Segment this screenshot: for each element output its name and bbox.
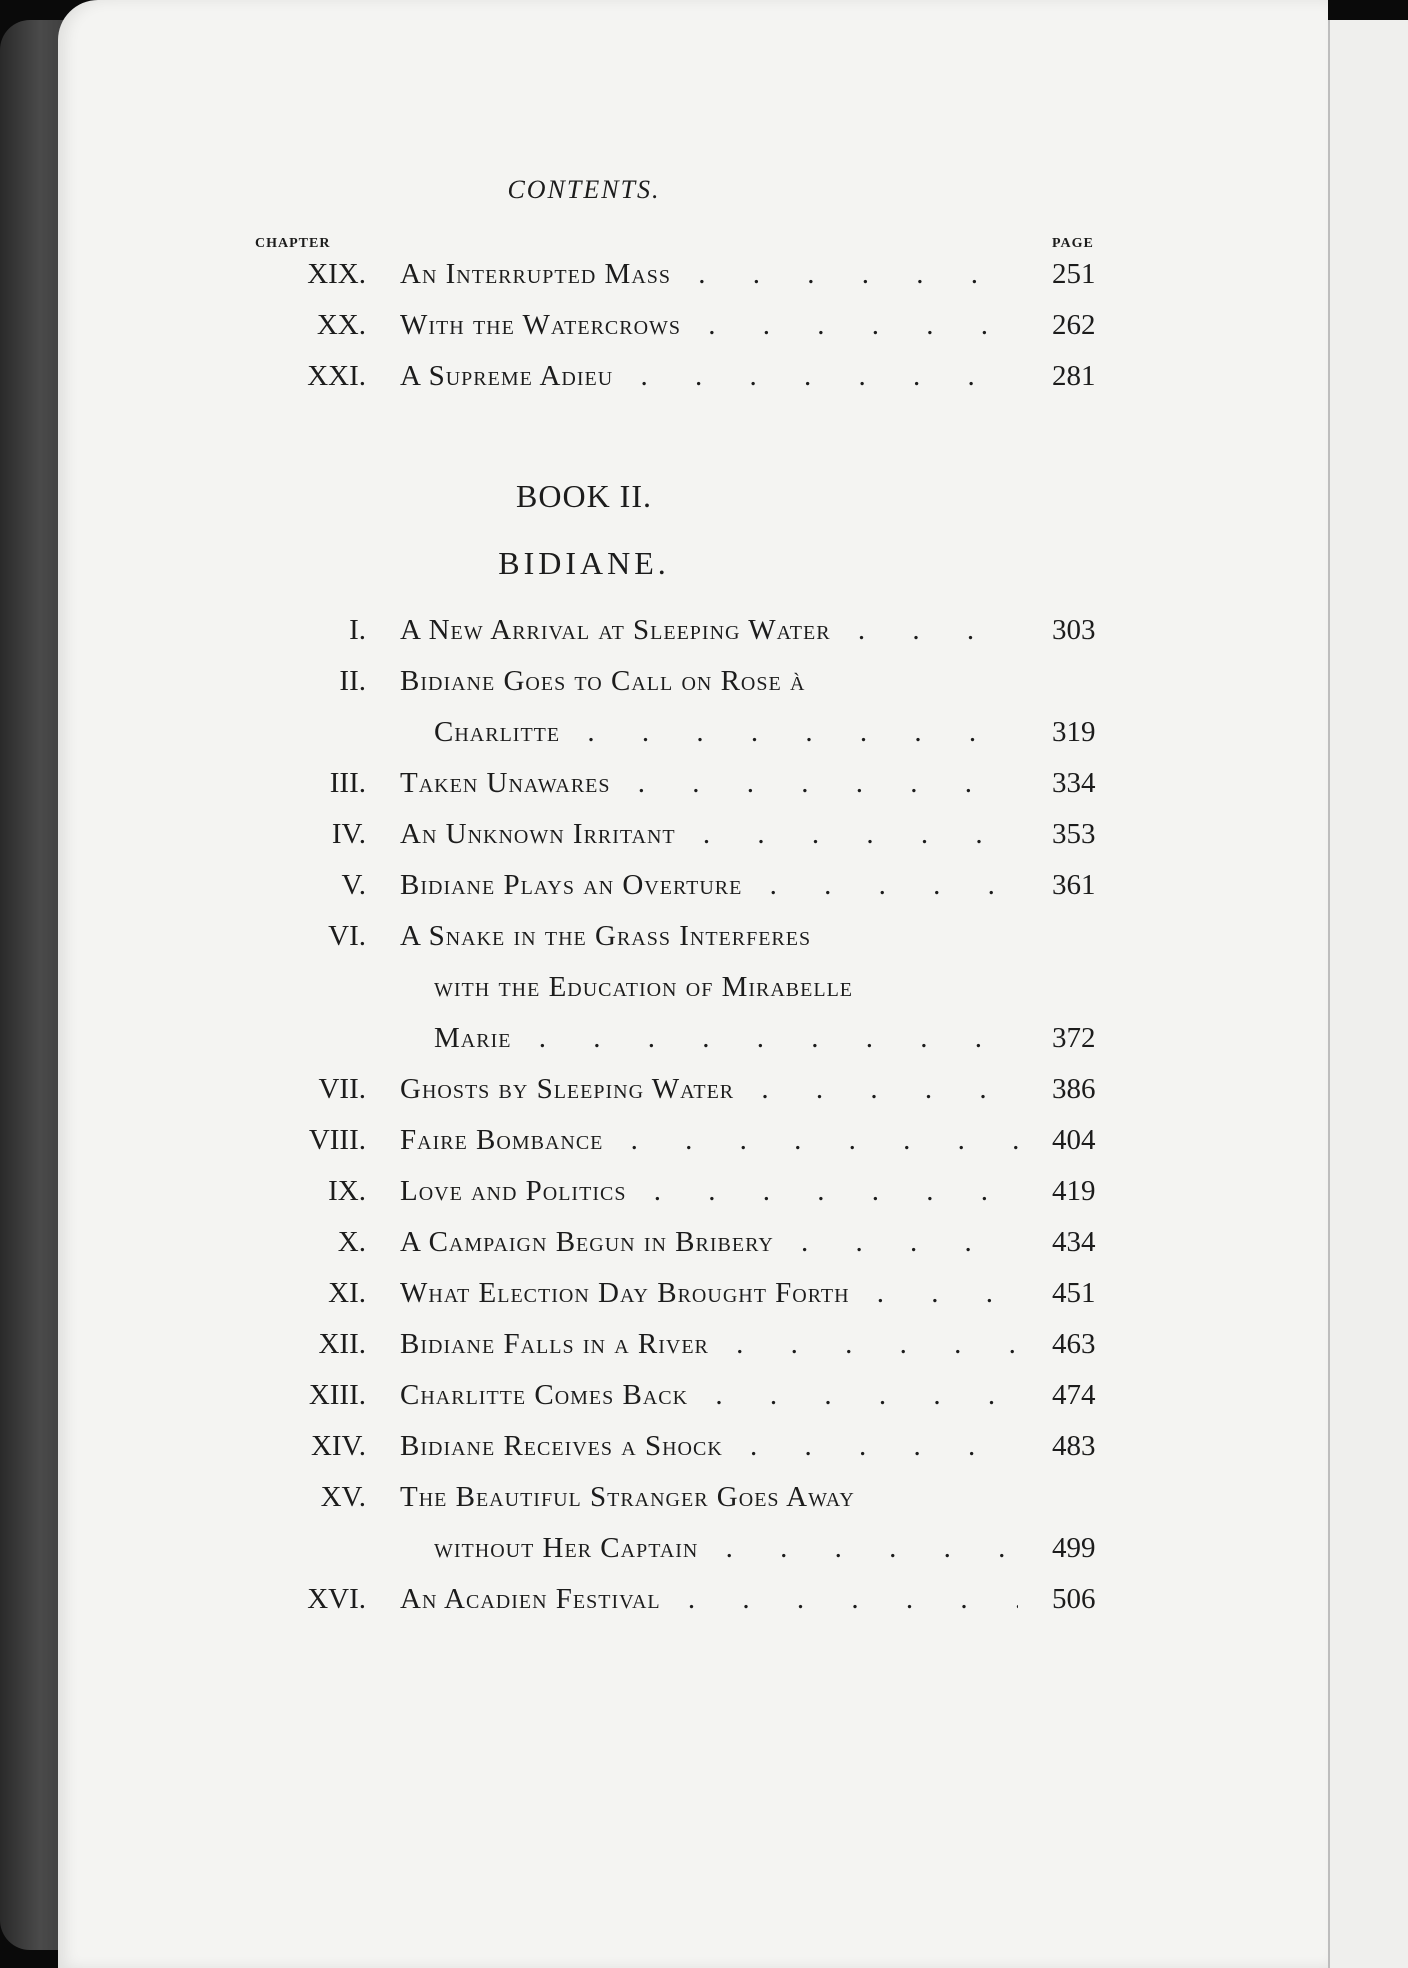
chapter-number: IV.	[331, 818, 366, 850]
toc-entry	[0, 1430, 1408, 1480]
chapter-number: XIII.	[308, 1379, 366, 1411]
toc-entry	[0, 1124, 1408, 1174]
page-column-header: PAGE	[1052, 236, 1094, 251]
chapter-title: A Campaign Begun in Bribery . . .	[400, 1226, 1018, 1259]
chapter-number: XVI.	[307, 1583, 366, 1615]
chapter-number: XII.	[318, 1328, 366, 1360]
chapter-number: XIV.	[310, 1430, 366, 1462]
book-heading: BOOK II.	[516, 478, 652, 514]
page-number: 303	[1052, 614, 1096, 646]
chapter-title-continued: without Her Captain . . .	[434, 1532, 1018, 1565]
chapter-title: Bidiane Plays an Overture . . .	[400, 869, 1018, 902]
chapter-number: I.	[349, 614, 366, 646]
chapter-title: Taken Unawares . . .	[400, 767, 1018, 800]
toc-entry	[0, 1328, 1408, 1378]
chapter-title-continued: Charlitte . . .	[434, 716, 1018, 749]
chapter-title-continued: with the Education of Mirabelle	[434, 971, 854, 1003]
page-number: 463	[1052, 1328, 1096, 1360]
page-number: 251	[1052, 258, 1096, 290]
toc-entry	[0, 869, 1408, 919]
page-number: 506	[1052, 1583, 1096, 1615]
chapter-title: With the Watercrows . . .	[400, 309, 1018, 342]
book-title: BIDIANE.	[498, 545, 670, 581]
page-number: 334	[1052, 767, 1096, 799]
page-number: 281	[1052, 360, 1096, 392]
chapter-title: An Unknown Irritant . . .	[400, 818, 1018, 851]
toc-entry	[0, 258, 1408, 308]
chapter-number: V.	[341, 869, 366, 901]
toc-entry	[0, 1226, 1408, 1276]
page-number: 319	[1052, 716, 1096, 748]
page-number: 361	[1052, 869, 1096, 901]
toc-entry	[0, 767, 1408, 817]
toc-entry-continuation	[0, 1022, 1408, 1072]
chapter-title: The Beautiful Stranger Goes Away	[400, 1481, 855, 1513]
toc-entry-continuation	[0, 1532, 1408, 1582]
chapter-title: Charlitte Comes Back . . .	[400, 1379, 1018, 1412]
chapter-title: Love and Politics . . .	[400, 1175, 1018, 1208]
page-number: 404	[1052, 1124, 1096, 1156]
page-number: 483	[1052, 1430, 1096, 1462]
chapter-number: XX.	[316, 309, 366, 341]
toc-entry	[0, 1277, 1408, 1327]
page-number: 434	[1052, 1226, 1096, 1258]
chapter-title: An Acadien Festival . . .	[400, 1583, 1018, 1616]
chapter-title-continued: Marie . . .	[434, 1022, 1018, 1055]
toc-entry	[0, 309, 1408, 359]
chapter-number: XV.	[320, 1481, 366, 1513]
chapter-number: VII.	[318, 1073, 366, 1105]
chapter-number: VIII.	[308, 1124, 366, 1156]
chapter-title: An Interrupted Mass . . .	[400, 258, 1018, 291]
page-number: 474	[1052, 1379, 1096, 1411]
toc-entry	[0, 1379, 1408, 1429]
chapter-title: Bidiane Falls in a River . . .	[400, 1328, 1018, 1361]
toc-entry	[0, 1583, 1408, 1633]
toc-entry	[0, 614, 1408, 664]
page-number: 386	[1052, 1073, 1096, 1105]
chapter-column-header: CHAPTER	[255, 236, 331, 251]
chapter-number: XI.	[328, 1277, 366, 1309]
chapter-title: Faire Bombance . . .	[400, 1124, 1018, 1157]
chapter-number: IX.	[328, 1175, 366, 1207]
chapter-title: Bidiane Goes to Call on Rose à	[400, 665, 806, 697]
chapter-number: II.	[339, 665, 366, 697]
toc-entry-continuation	[0, 716, 1408, 766]
toc-entry-continuation	[0, 971, 1408, 1021]
chapter-number: VI.	[328, 920, 366, 952]
chapter-title: A New Arrival at Sleeping Water . . .	[400, 614, 1018, 647]
page-number: 353	[1052, 818, 1096, 850]
toc-entry	[0, 1481, 1408, 1531]
toc-entry	[0, 818, 1408, 868]
page-number: 451	[1052, 1277, 1096, 1309]
chapter-title: Ghosts by Sleeping Water . . .	[400, 1073, 1018, 1106]
page-number: 262	[1052, 309, 1096, 341]
chapter-number: III.	[329, 767, 366, 799]
running-head: CONTENTS.	[507, 175, 661, 204]
page-number: 372	[1052, 1022, 1096, 1054]
toc-entry	[0, 1175, 1408, 1225]
chapter-title: What Election Day Brought Forth . . .	[400, 1277, 1018, 1310]
chapter-number: X.	[337, 1226, 366, 1258]
toc-entry	[0, 665, 1408, 715]
toc-entry	[0, 920, 1408, 970]
chapter-title: Bidiane Receives a Shock . . .	[400, 1430, 1018, 1463]
page-number: 499	[1052, 1532, 1096, 1564]
chapter-number: XXI.	[307, 360, 366, 392]
chapter-title: A Snake in the Grass Interferes	[400, 920, 812, 952]
toc-entry	[0, 360, 1408, 410]
chapter-title: A Supreme Adieu . . .	[400, 360, 1018, 393]
toc-entry	[0, 1073, 1408, 1123]
chapter-number: XIX.	[307, 258, 366, 290]
page-number: 419	[1052, 1175, 1096, 1207]
